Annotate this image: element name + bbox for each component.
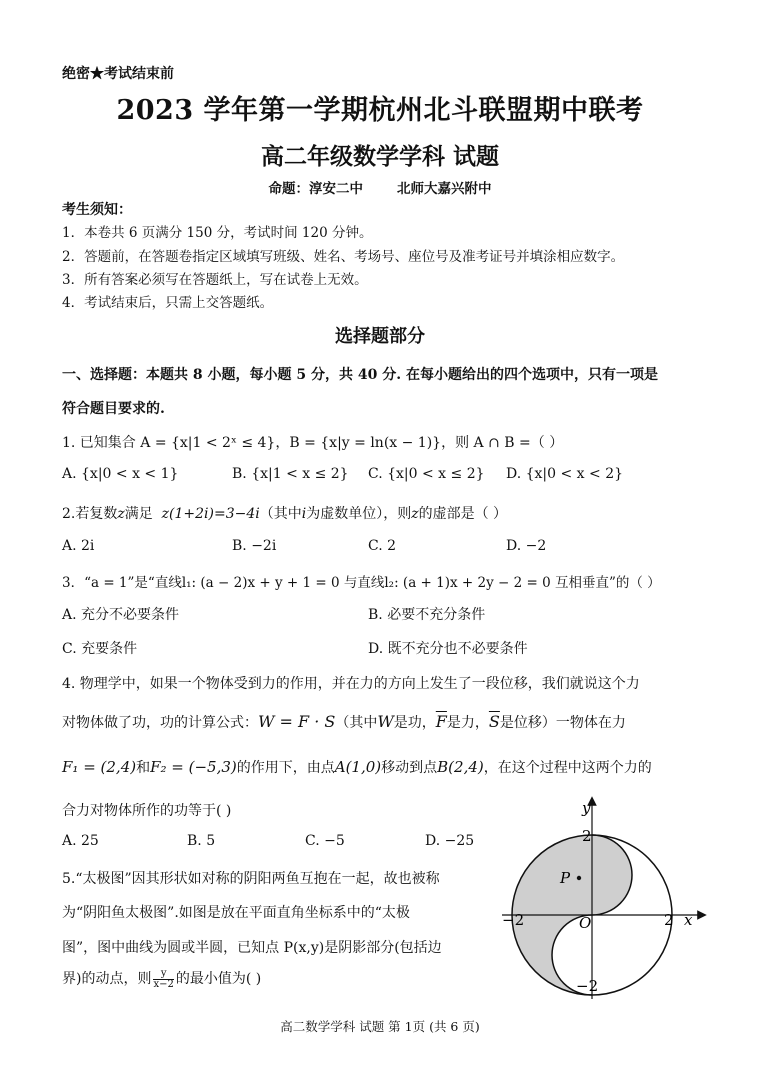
q4-line4: 合力对物体所作的功等于( ) <box>62 803 232 819</box>
q2-option-c: C. 2 <box>368 538 397 554</box>
q2-var-z: z <box>117 506 125 522</box>
q4-text: 和 <box>136 760 151 776</box>
q2-var-z: z <box>411 506 419 522</box>
mcq-intro-line2: 符合题目要求的. <box>62 401 165 417</box>
y-axis-label: y <box>582 799 591 817</box>
point-p-label: P <box>560 869 571 887</box>
q2-stem <box>62 503 507 523</box>
q4-option-b: B. 5 <box>187 833 216 849</box>
mcq-intro-line1: 一、选择题：本题共 8 小题，每小题 5 分，共 40 分. 在每小题给出的四个选项中，只有一项是 <box>62 367 658 383</box>
q2-stem-part: （其中 <box>259 506 302 522</box>
notice-item: 3．所有答案必须写在答题纸上，写在试卷上无效。 <box>62 272 368 288</box>
q2-stem-part: 2.若复数 <box>62 506 118 522</box>
q4-text: 是力， <box>446 715 489 731</box>
q5-line3: 图”，图中曲线为圆或半圆，已知点 P(x,y)是阴影部分(包括边 <box>62 940 442 956</box>
q4-text: 的作用下，由点 <box>236 760 335 776</box>
q4-symbol-s: $\overline{S}$ <box>488 712 500 731</box>
q3-option-a: A. 充分不必要条件 <box>62 607 180 623</box>
q4-line2 <box>62 712 626 732</box>
q1-stem: 1. 已知集合 A = {x|1 < 2ˣ ≤ 4}，B = {x|y = ln(x − 1)}，则 A ∩ B =（ ） <box>62 435 564 451</box>
q4-option-c: C. −5 <box>305 833 345 849</box>
tick-y-bottom: −2 <box>576 977 599 995</box>
q4-option-a: A. 25 <box>62 833 99 849</box>
q3-option-d: D. 既不充分也不必要条件 <box>368 641 528 657</box>
q2-stem-part: 的虚部是（ ） <box>418 506 508 522</box>
q4-option-d: D. −25 <box>425 833 475 849</box>
q1-option-b: B. {x|1 < x ≤ 2} <box>232 466 349 482</box>
q4-force2: F₂ = (−5,3) <box>150 758 237 776</box>
q5-fraction-denominator: x−2 <box>153 978 174 990</box>
q4-text: （其中 <box>335 715 378 731</box>
q1-option-a: A. {x|0 < x < 1} <box>62 466 179 482</box>
q4-symbol-w: W <box>377 712 394 731</box>
origin-label: O <box>579 914 592 932</box>
authors-line <box>0 177 760 197</box>
q4-text: 移动到点 <box>381 760 438 776</box>
exam-subtitle: 高二年级数学学科 试题 <box>260 143 499 170</box>
q2-option-a: A. 2i <box>62 538 95 554</box>
authors-label: 命题：淳安二中 <box>268 181 363 197</box>
q4-line1: 4. 物理学中，如果一个物体受到力的作用，并在力的方向上发生了一段位移，我们就说这个力 <box>62 676 640 692</box>
notice-item: 2．答题前，在答题卷指定区域填写班级、姓名、考场号、座位号及准考证号并填涂相应数字。 <box>62 249 625 265</box>
q5-fraction <box>153 969 173 990</box>
q4-work-formula: W = F · S <box>258 712 336 731</box>
q4-text: 对物体做了功，功的计算公式： <box>62 715 258 731</box>
q1-option-d: D. {x|0 < x < 2} <box>506 466 624 482</box>
tick-x-right: 2 <box>664 911 674 929</box>
q2-stem-part: 满足 <box>124 506 153 522</box>
q3-option-c: C. 充要条件 <box>62 641 138 657</box>
tick-y-top: 2 <box>582 827 592 845</box>
section-title: 选择题部分 <box>335 326 425 347</box>
taiji-figure <box>502 795 712 1000</box>
q4-line3 <box>62 757 652 777</box>
q4-text: 是位移）一物体在力 <box>499 715 626 731</box>
q3-stem: 3．“a = 1”是“直线l₁: (a − 2)x + y + 1 = 0 与直线l₂: (a + 1)x + 2y − 2 = 0 互相垂直”的（ ） <box>62 575 661 591</box>
q3-option-b: B. 必要不充分条件 <box>368 607 486 623</box>
confidential-label: 绝密★考试结束前 <box>62 66 174 82</box>
q2-stem-part: 为虚数单位），则 <box>306 506 412 522</box>
q5-text: 界)的动点，则 <box>62 971 152 987</box>
q5-fraction-numerator: y <box>153 969 173 980</box>
x-axis-label: x <box>684 911 693 929</box>
q2-option-b: B. −2i <box>232 538 277 554</box>
q4-point-b: B(2,4) <box>437 758 484 776</box>
exam-title: 2023 学年第一学期杭州北斗联盟期中联考 <box>116 95 644 126</box>
notice-item: 4．考试结束后，只需上交答题纸。 <box>62 295 274 311</box>
q5-line4 <box>62 968 261 990</box>
point-p-dot <box>577 876 581 880</box>
q4-force1: F₁ = (2,4) <box>62 758 137 776</box>
q2-option-d: D. −2 <box>506 538 547 554</box>
q5-line2: 为“阴阳鱼太极图”.如图是放在平面直角坐标系中的“太极 <box>62 905 410 921</box>
notice-heading: 考生须知： <box>62 202 132 218</box>
q4-text: ，在这个过程中这两个力的 <box>483 760 652 776</box>
page-footer: 高二数学学科 试题 第 1页 (共 6 页) <box>280 1019 480 1034</box>
q5-text: 的最小值为( ) <box>175 971 262 987</box>
q2-equation: z(1+2i)=3−4i <box>161 506 260 522</box>
q2-var-i: i <box>301 506 307 522</box>
q1-option-c: C. {x|0 < x ≤ 2} <box>368 466 485 482</box>
q4-point-a: A(1,0) <box>334 758 382 776</box>
authors-second: 北师大嘉兴附中 <box>397 181 492 197</box>
tick-x-left: −2 <box>502 911 525 929</box>
notice-item: 1．本卷共 6 页满分 150 分，考试时间 120 分钟。 <box>62 225 373 241</box>
q4-text: 是功， <box>393 715 436 731</box>
q4-symbol-f: $\overline{F}$ <box>435 712 447 731</box>
q5-line1: 5.“太极图”因其形状如对称的阴阳两鱼互抱在一起，故也被称 <box>62 871 440 887</box>
